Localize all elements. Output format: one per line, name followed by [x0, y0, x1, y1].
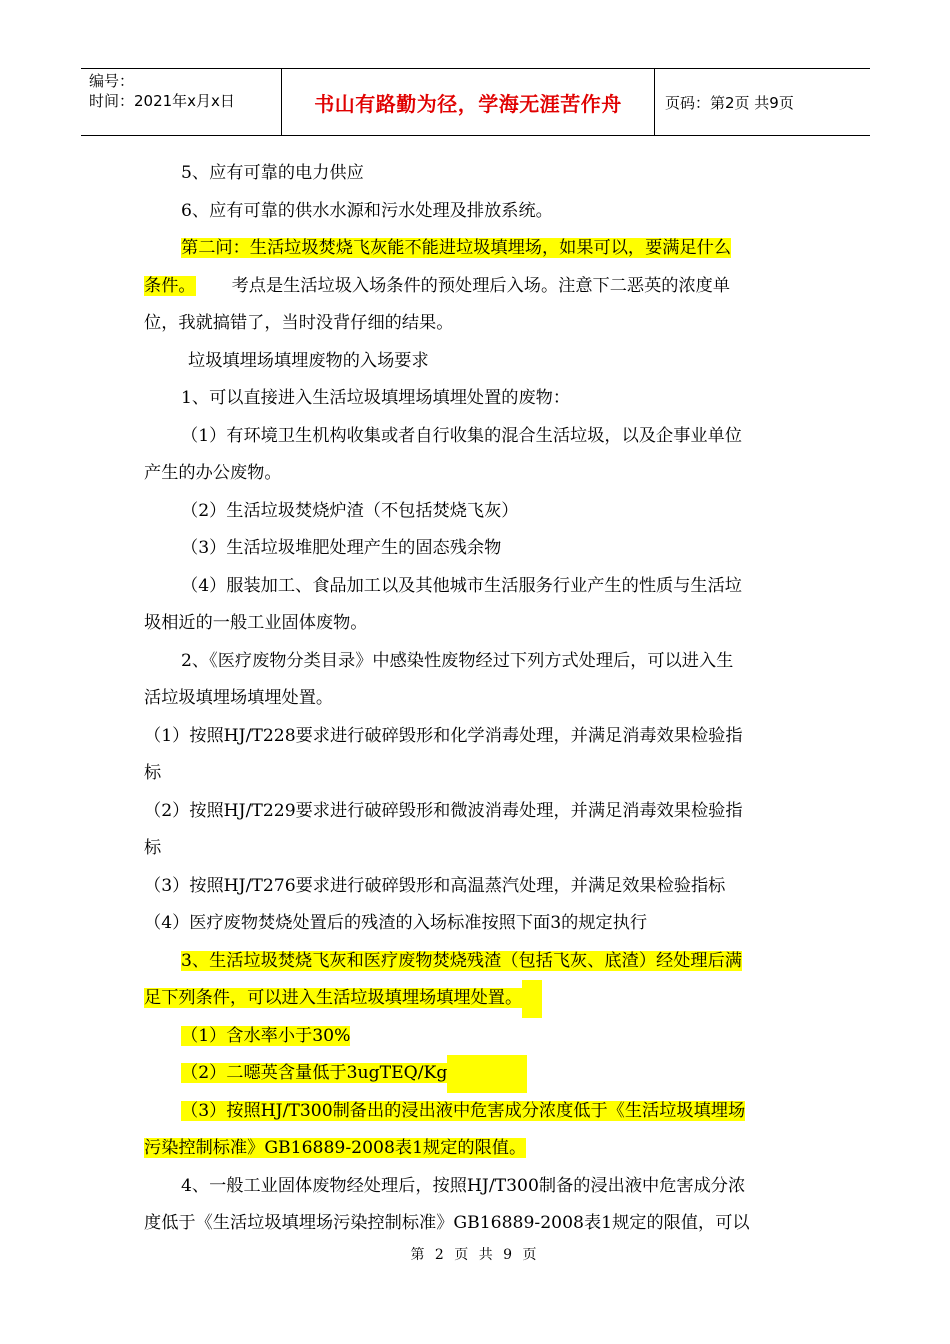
line-text: （4）服装加工、食品加工以及其他城市生活服务行业产生的性质与生活垃 — [181, 575, 742, 596]
paragraph-line — [144, 943, 810, 981]
section-heading — [144, 343, 810, 381]
time-label: 时间：2021年x月x日 — [89, 92, 235, 110]
line-text: 4、一般工业固体废物经处理后，按照HJ/T300制备的浸出液中危害成分浓 — [181, 1175, 746, 1196]
line-text: 度低于《生活垃圾填埋场污染控制标准》GB16889-2008表1规定的限值，可以 — [144, 1213, 750, 1233]
header-page-info-cell — [655, 69, 870, 135]
paragraph-line — [144, 755, 810, 793]
motto: 书山有路勤为径，学海无涯苦作舟 — [314, 91, 622, 116]
paragraph-line — [144, 230, 810, 268]
paragraph-line — [144, 680, 810, 718]
paragraph-line — [144, 868, 810, 906]
paragraph-line — [144, 793, 810, 831]
paragraph-line — [144, 155, 810, 193]
page-info: 页码：第2页 共9页 — [665, 93, 794, 112]
paragraph-line — [144, 193, 810, 231]
paragraph-line — [144, 493, 810, 531]
number-label: 编号： — [89, 72, 135, 90]
line-text: （1）有环境卫生机构收集或者自行收集的混合生活垃圾，以及企事业单位 — [181, 425, 742, 446]
page-footer: 第 2 页 共 9 页 — [410, 1247, 540, 1263]
paragraph-line — [144, 718, 810, 756]
paragraph-line — [144, 380, 810, 418]
paragraph-line — [144, 905, 810, 943]
header-motto-cell — [281, 69, 655, 135]
highlighted-text: （3）按照HJ/T300制备出的浸出液中危害成分浓度低于《生活垃圾填埋场 — [181, 1100, 746, 1121]
line-text: （3）按照HJ/T276要求进行破碎毁形和高温蒸汽处理，并满足效果检验指标 — [144, 875, 726, 896]
line-text: 5、应有可靠的电力供应 — [181, 163, 364, 183]
paragraph-line — [144, 530, 810, 568]
document-body — [144, 155, 810, 1243]
line-text: 标 — [144, 838, 162, 858]
paragraph-line — [144, 1055, 810, 1093]
line-text: （3）生活垃圾堆肥处理产生的固态残余物 — [181, 538, 502, 558]
highlighted-question: 第二问：生活垃圾焚烧飞灰能不能进垃圾填埋场，如果可以，要满足什么 — [181, 238, 732, 258]
highlighted-text: 3、生活垃圾焚烧飞灰和医疗废物焚烧残渣（包括飞灰、底渣）经处理后满 — [181, 950, 742, 971]
highlighted-text: 污染控制标准》GB16889-2008表1规定的限值。 — [144, 1138, 527, 1158]
line-text: 产生的办公废物。 — [144, 463, 282, 483]
header-meta — [81, 69, 281, 135]
line-text: 6、应有可靠的供水水源和污水处理及排放系统。 — [181, 200, 553, 221]
highlighted-text: （2）二噁英含量低于3ugTEQ/Kg — [181, 1063, 448, 1083]
paragraph-line — [144, 830, 810, 868]
line-text: （2）按照HJ/T229要求进行破碎毁形和微波消毒处理，并满足消毒效果检验指 — [144, 800, 743, 821]
paragraph-line — [144, 1093, 810, 1131]
line-text: （4）医疗废物焚烧处置后的残渣的入场标准按照下面3的规定执行 — [144, 913, 648, 933]
highlighted-text: 足下列条件，可以进入生活垃圾填埋场填埋处置。 — [144, 988, 523, 1008]
line-text: 活垃圾填埋场填埋处置。 — [144, 688, 334, 708]
paragraph-line — [144, 268, 810, 306]
paragraph-line — [144, 605, 810, 643]
line-text: 2、《医疗废物分类目录》中感染性废物经过下列方式处理后，可以进入生 — [181, 650, 734, 671]
paragraph-line — [144, 418, 810, 456]
paragraph-line — [144, 643, 810, 681]
paragraph-line — [144, 568, 810, 606]
line-text: 圾相近的一般工业固体废物。 — [144, 613, 368, 633]
paragraph-line — [144, 980, 810, 1018]
page-header — [81, 68, 870, 136]
line-text: 1、可以直接进入生活垃圾填埋场填埋处置的废物： — [181, 388, 571, 408]
line-text: 考点是生活垃圾入场条件的预处理后入场。注意下二恶英的浓度单 — [231, 275, 731, 296]
paragraph-line — [144, 455, 810, 493]
line-text: （2）生活垃圾焚烧炉渣（不包括焚烧飞灰） — [181, 500, 519, 521]
paragraph-line — [144, 1168, 810, 1206]
line-text: 垃圾填埋场填埋废物的入场要求 — [188, 350, 429, 371]
line-text: 位，我就搞错了，当时没背仔细的结果。 — [144, 313, 454, 333]
highlighted-question: 条件。 — [144, 275, 196, 296]
paragraph-line — [144, 1205, 810, 1243]
paragraph-line — [144, 1018, 810, 1056]
line-text: （1）按照HJ/T228要求进行破碎毁形和化学消毒处理，并满足消毒效果检验指 — [144, 725, 743, 746]
line-text: 标 — [144, 763, 162, 783]
highlighted-text: （1）含水率小于30% — [181, 1025, 351, 1046]
paragraph-line — [144, 1130, 810, 1168]
paragraph-line — [144, 305, 810, 343]
